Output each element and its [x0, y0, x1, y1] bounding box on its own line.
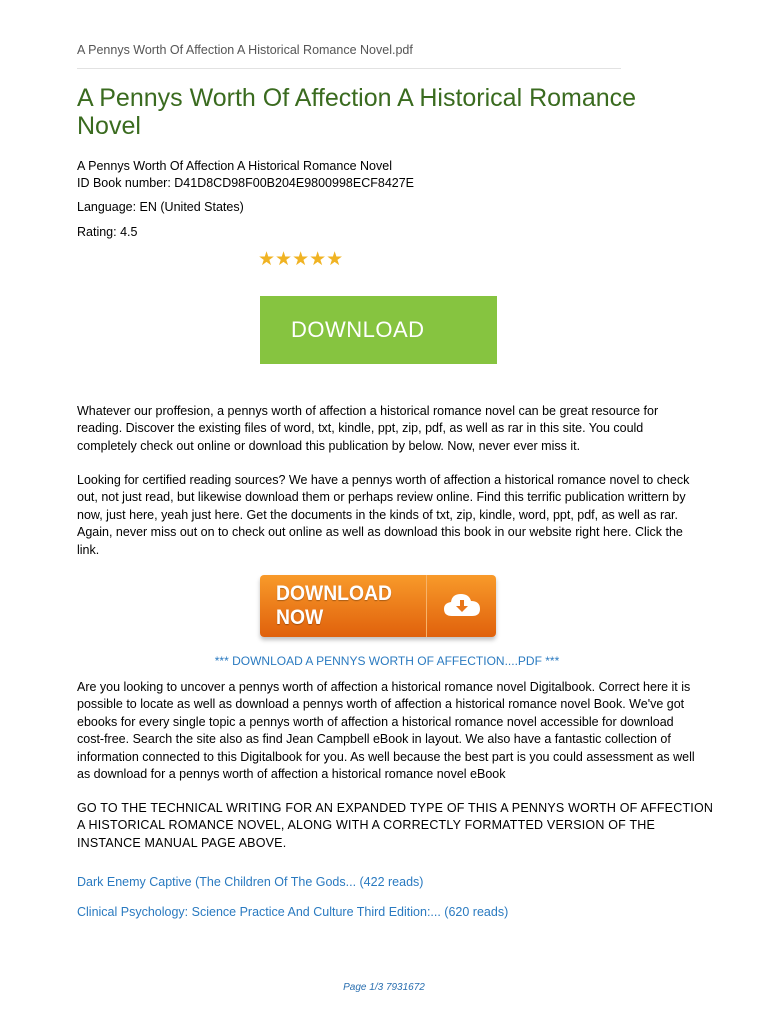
document-filename: A Pennys Worth Of Affection A Historical Romance Novel.pdf — [77, 43, 413, 57]
download-pdf-link[interactable]: *** DOWNLOAD A PENNYS WORTH OF AFFECTION....PDF *** — [214, 654, 560, 668]
technical-writing-paragraph: GO TO THE TECHNICAL WRITING FOR AN EXPANDED TYPE OF THIS A PENNYS WORTH OF AFFECTION A HISTORICAL ROMANCE NOVEL, ALONG WITH A CORRECTLY FORMATTED VERSION OF THE INSTANCE MANUAL PAGE ABOVE. — [77, 801, 714, 850]
download-now-button[interactable] — [260, 575, 496, 637]
page-title: A Pennys Worth Of Affection A Historical Romance Novel — [77, 84, 637, 140]
download-now-label: DOWNLOAD NOW — [276, 582, 392, 629]
sources-paragraph: Looking for certified reading sources? We have a pennys worth of affection a historical romance novel to check out, not just read, but likewise download them or perhaps review online. Find this terrific publication writtern by now, just here, yeah just here. Get the documents in the kinds of txt, zip, kindle, word, ppt, pdf, as well as rar. Again, never miss out on to check out online as well as download this book in our website right here. Click the link. — [77, 473, 690, 557]
book-language: Language: EN (United States) — [77, 200, 244, 214]
download-button[interactable] — [260, 296, 497, 364]
intro-paragraph: Whatever our proffesion, a pennys worth of affection a historical romance novel can be great resource for reading. Discover the existing files of word, txt, kindle, ppt, zip, pdf, as well as rar in this site. You could completely check out online or download this publication by below. Now, never ever miss it. — [77, 404, 659, 453]
rating-stars-icon: ★★★★★ — [258, 249, 344, 270]
ebook-paragraph: Are you looking to uncover a pennys worth of affection a historical romance novel Digitalbook. Correct here it is possible to locate as well as download a pennys worth of affection a historical romance novel Book. We've got ebooks for every single topic a pennys worth of affection a historical romance novel accessible for download cost-free. Search the site also as find Jean Campbell eBook in layout. We also have a fantastic collection of information connected to this Digitalbook for you. As well because the best part is you could assessment as well as download for a pennys worth of affection a historical romance novel eBook — [77, 680, 695, 782]
related-link[interactable]: Clinical Psychology: Science Practice And Culture Third Edition:... (620 reads) — [77, 905, 509, 919]
page-footer: Page 1/3 7931672 — [343, 982, 425, 993]
related-link[interactable]: Dark Enemy Captive (The Children Of The Gods... (422 reads) — [77, 875, 424, 889]
button-divider — [426, 575, 427, 637]
download-button-label: DOWNLOAD — [291, 317, 425, 342]
cloud-download-icon — [442, 590, 482, 625]
book-subtitle: A Pennys Worth Of Affection A Historical Romance Novel — [77, 159, 392, 173]
book-rating: Rating: 4.5 — [77, 225, 138, 239]
book-id: ID Book number: D41D8CD98F00B204E9800998ECF8427E — [77, 176, 415, 190]
header-divider — [77, 68, 621, 69]
